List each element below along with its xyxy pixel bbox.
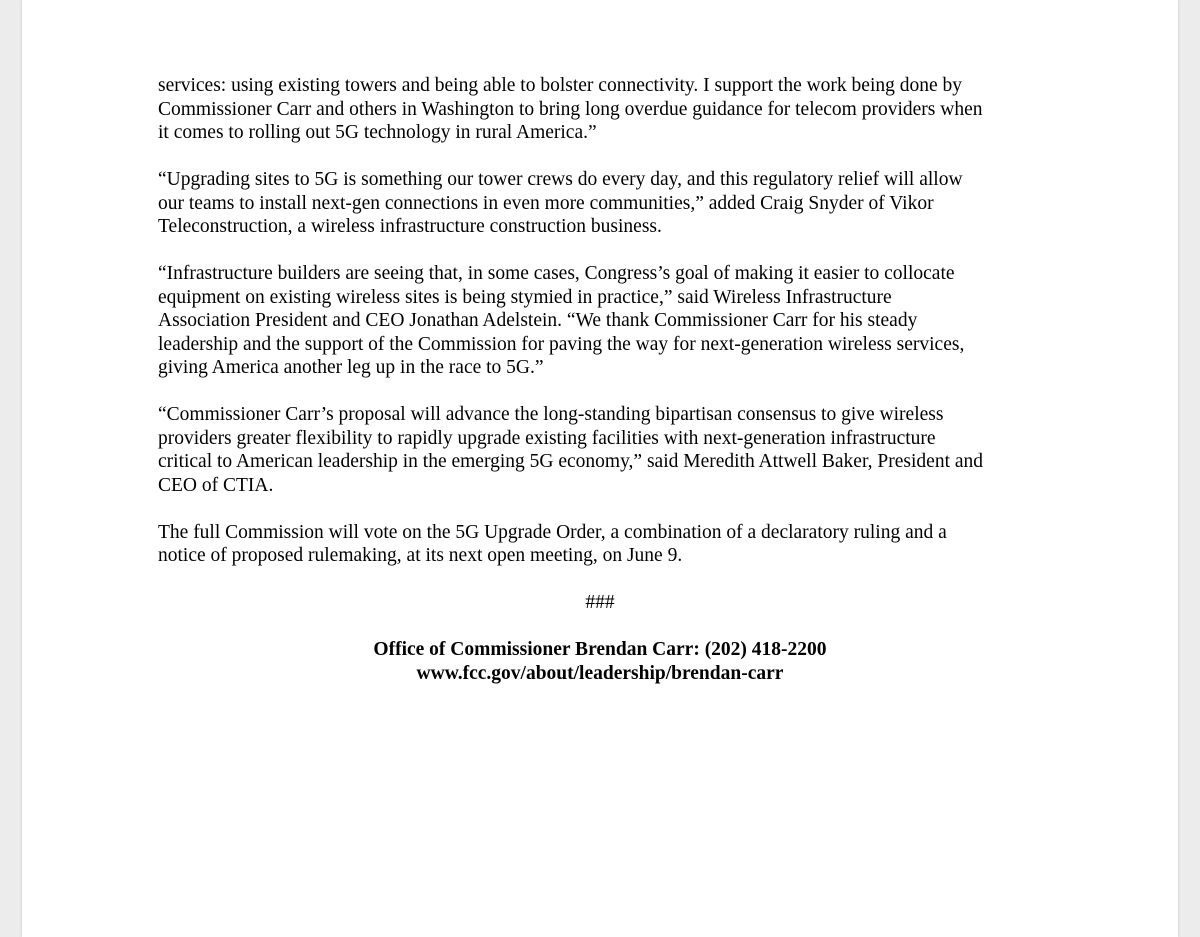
paragraph-line: “Infrastructure builders are seeing that, in some cases, Congress’s goal of making it easier to collocate [158, 263, 955, 284]
office-url-line: www.fcc.gov/about/leadership/brendan-carr [416, 662, 784, 684]
paragraph-line: “Commissioner Carr’s proposal will advance the long-standing bipartisan consensus to give wireless [158, 404, 944, 425]
paragraph-line: Association President and CEO Jonathan Adelstein. “We thank Commissioner Carr for his steady [158, 310, 918, 331]
paragraph-line: our teams to install next-gen connections in even more communities,” added Craig Snyder of Vikor [158, 192, 934, 214]
paragraph-line: it comes to rolling out 5G technology in rural America.” [158, 122, 597, 143]
paragraph-line: leadership and the support of the Commission for paving the way for next-generation wireless services, [158, 333, 965, 355]
paragraph-vikor-quote [158, 168, 1058, 239]
document-page [22, 0, 1178, 937]
paragraph-vote-announcement [158, 521, 1058, 568]
paragraph-wia-quote [158, 262, 1058, 380]
paragraph-line: “Upgrading sites to 5G is something our tower crews do every day, and this regulatory relief will allow [158, 169, 963, 190]
paragraph-rural-connectivity [158, 74, 1058, 145]
paragraph-line: Teleconstruction, a wireless infrastructure construction business. [158, 216, 662, 237]
end-separator: ### [585, 592, 615, 613]
paragraph-line: services: using existing towers and being able to bolster connectivity. I support the work being done by [158, 75, 963, 96]
paragraph-line: Commissioner Carr and others in Washington to bring long overdue guidance for telecom providers when [158, 98, 983, 120]
document-body [158, 74, 1058, 685]
paragraph-line: notice of proposed rulemaking, at its next open meeting, on June 9. [158, 545, 683, 566]
paragraph-ctia-quote [158, 403, 1058, 497]
paragraph-line: The full Commission will vote on the 5G Upgrade Order, a combination of a declaratory ruling and a [158, 521, 947, 543]
paragraph-line: providers greater flexibility to rapidly upgrade existing facilities with next-generation infrastructure [158, 427, 936, 449]
paragraph-line: equipment on existing wireless sites is being stymied in practice,” said Wireless Infrastructure [158, 286, 892, 308]
paragraph-line: critical to American leadership in the emerging 5G economy,” said Meredith Attwell Baker, President and [158, 451, 984, 472]
paragraph-line: CEO of CTIA. [158, 474, 274, 496]
office-contact-line: Office of Commissioner Brendan Carr: (202) 418-2200 [373, 639, 827, 660]
contact-block [158, 638, 1042, 685]
paragraph-line: giving America another leg up in the race to 5G.” [158, 357, 544, 378]
